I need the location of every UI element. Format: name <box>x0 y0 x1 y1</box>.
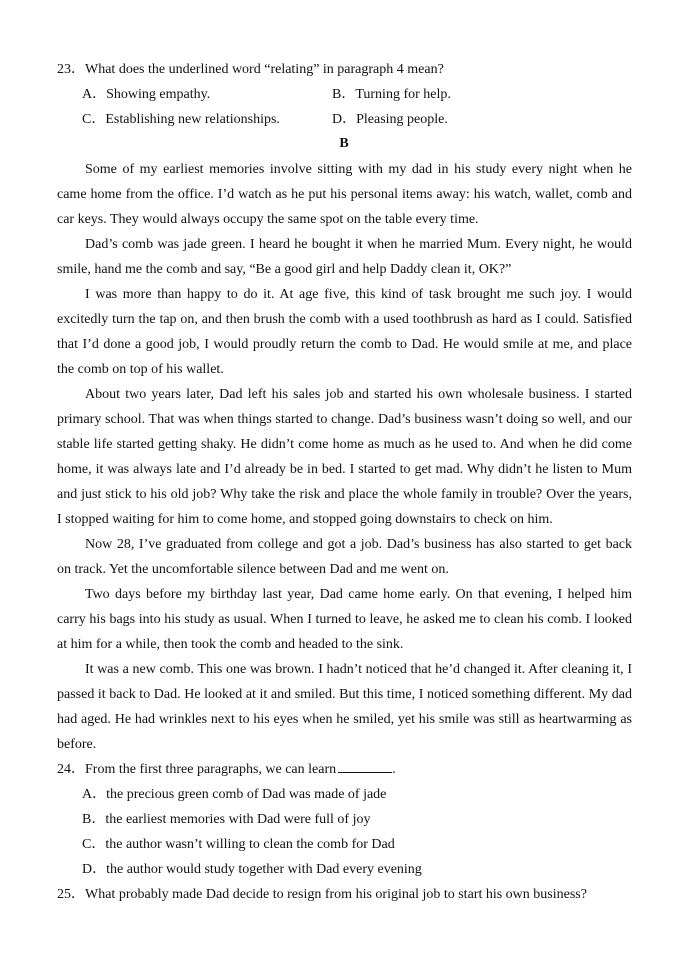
q23-option-c: C．Establishing new relationships. <box>82 112 280 127</box>
passage-line: smile, hand me the comb and say, “Be a good girl and help Daddy clean it, OK?” <box>57 262 512 277</box>
passage-line: I was more than happy to do it. At age five, this kind of task brought me such joy. I would <box>85 287 632 302</box>
passage-line: primary school. That was when things started to change. Dad’s business wasn’t doing so well, and our <box>57 412 632 427</box>
passage-line: Some of my earliest memories involve sitting with my dad in his study every night when he <box>85 162 632 177</box>
passage-line: car keys. They would always occupy the same spot on the table every time. <box>57 212 479 227</box>
q23-option-a: A．Showing empathy. <box>82 87 211 102</box>
passage-line: Now 28, I’ve graduated from college and got a job. Dad’s business has also started to get back <box>85 537 632 552</box>
q24-stem-end: . <box>392 762 396 777</box>
q24-option-a: A．the precious green comb of Dad was made of jade <box>82 787 387 802</box>
passage-line: passed it back to Dad. He looked at it and smiled. But this time, I noticed something different. My dad <box>57 687 632 702</box>
q24-option-b: B．the earliest memories with Dad were full of joy <box>82 812 371 827</box>
section-label: B <box>339 136 349 151</box>
passage-line: had aged. He had wrinkles next to his eyes when he smiled, yet his smile was still as heartwarming as <box>57 712 632 727</box>
q25-stem: 25．What probably made Dad decide to resign from his original job to start his own business? <box>57 887 587 902</box>
passage-line: About two years later, Dad left his sales job and started his own wholesale business. I started <box>85 387 632 402</box>
passage-line: at him for a while, then took the comb and headed to the sink. <box>57 637 404 652</box>
q23-option-d: D．Pleasing people. <box>332 112 448 127</box>
passage-line: Dad’s comb was jade green. I heard he bought it when he married Mum. Every night, he would <box>85 237 632 252</box>
q24-option-c: C．the author wasn’t willing to clean the comb for Dad <box>82 837 395 852</box>
passage-line: on track. Yet the uncomfortable silence between Dad and me went on. <box>57 562 449 577</box>
q24-stem-text: 24．From the first three paragraphs, we can learn <box>57 762 337 777</box>
answer-blank <box>338 758 392 773</box>
passage-line: carry his bags into his study as usual. When I turned to leave, he asked me to clean his comb. I looked <box>57 612 632 627</box>
q23-stem: 23．What does the underlined word “relating” in paragraph 4 mean? <box>57 62 444 77</box>
q23-option-b: B．Turning for help. <box>332 87 451 102</box>
passage-line: stable life started getting shaky. He didn’t come home as much as he used to. And when he did come <box>57 437 632 452</box>
passage-line: I stopped waiting for him to come home, and stopped going downstairs to check on him. <box>57 512 553 527</box>
passage-line: the comb on top of his wallet. <box>57 362 224 377</box>
passage-line: before. <box>57 737 97 752</box>
passage-line: home, it was always late and I’d already be in bed. I started to get mad. Why didn’t he listen to Mum <box>57 462 632 477</box>
q24-option-d: D．the author would study together with Dad every evening <box>82 862 422 877</box>
passage-line: and just stick to his old job? Why take the risk and place the whole family in trouble? Over the years, <box>57 487 632 502</box>
passage-line: It was a new comb. This one was brown. I hadn’t noticed that he’d changed it. After cleaning it, I <box>85 662 632 677</box>
passage-line: excitedly turn the tap on, and then brush the comb with a used toothbrush as hard as I could. Satisfied <box>57 312 632 327</box>
passage-line: that I’d done a good job, I would proudly return the comb to Dad. He would smile at me, and place <box>57 337 632 352</box>
passage-line: Two days before my birthday last year, Dad came home early. On that evening, I helped him <box>85 587 632 602</box>
passage-line: came home from the office. I’d watch as he put his personal items away: his watch, wallet, comb and <box>57 187 632 202</box>
q24-stem <box>57 757 632 782</box>
